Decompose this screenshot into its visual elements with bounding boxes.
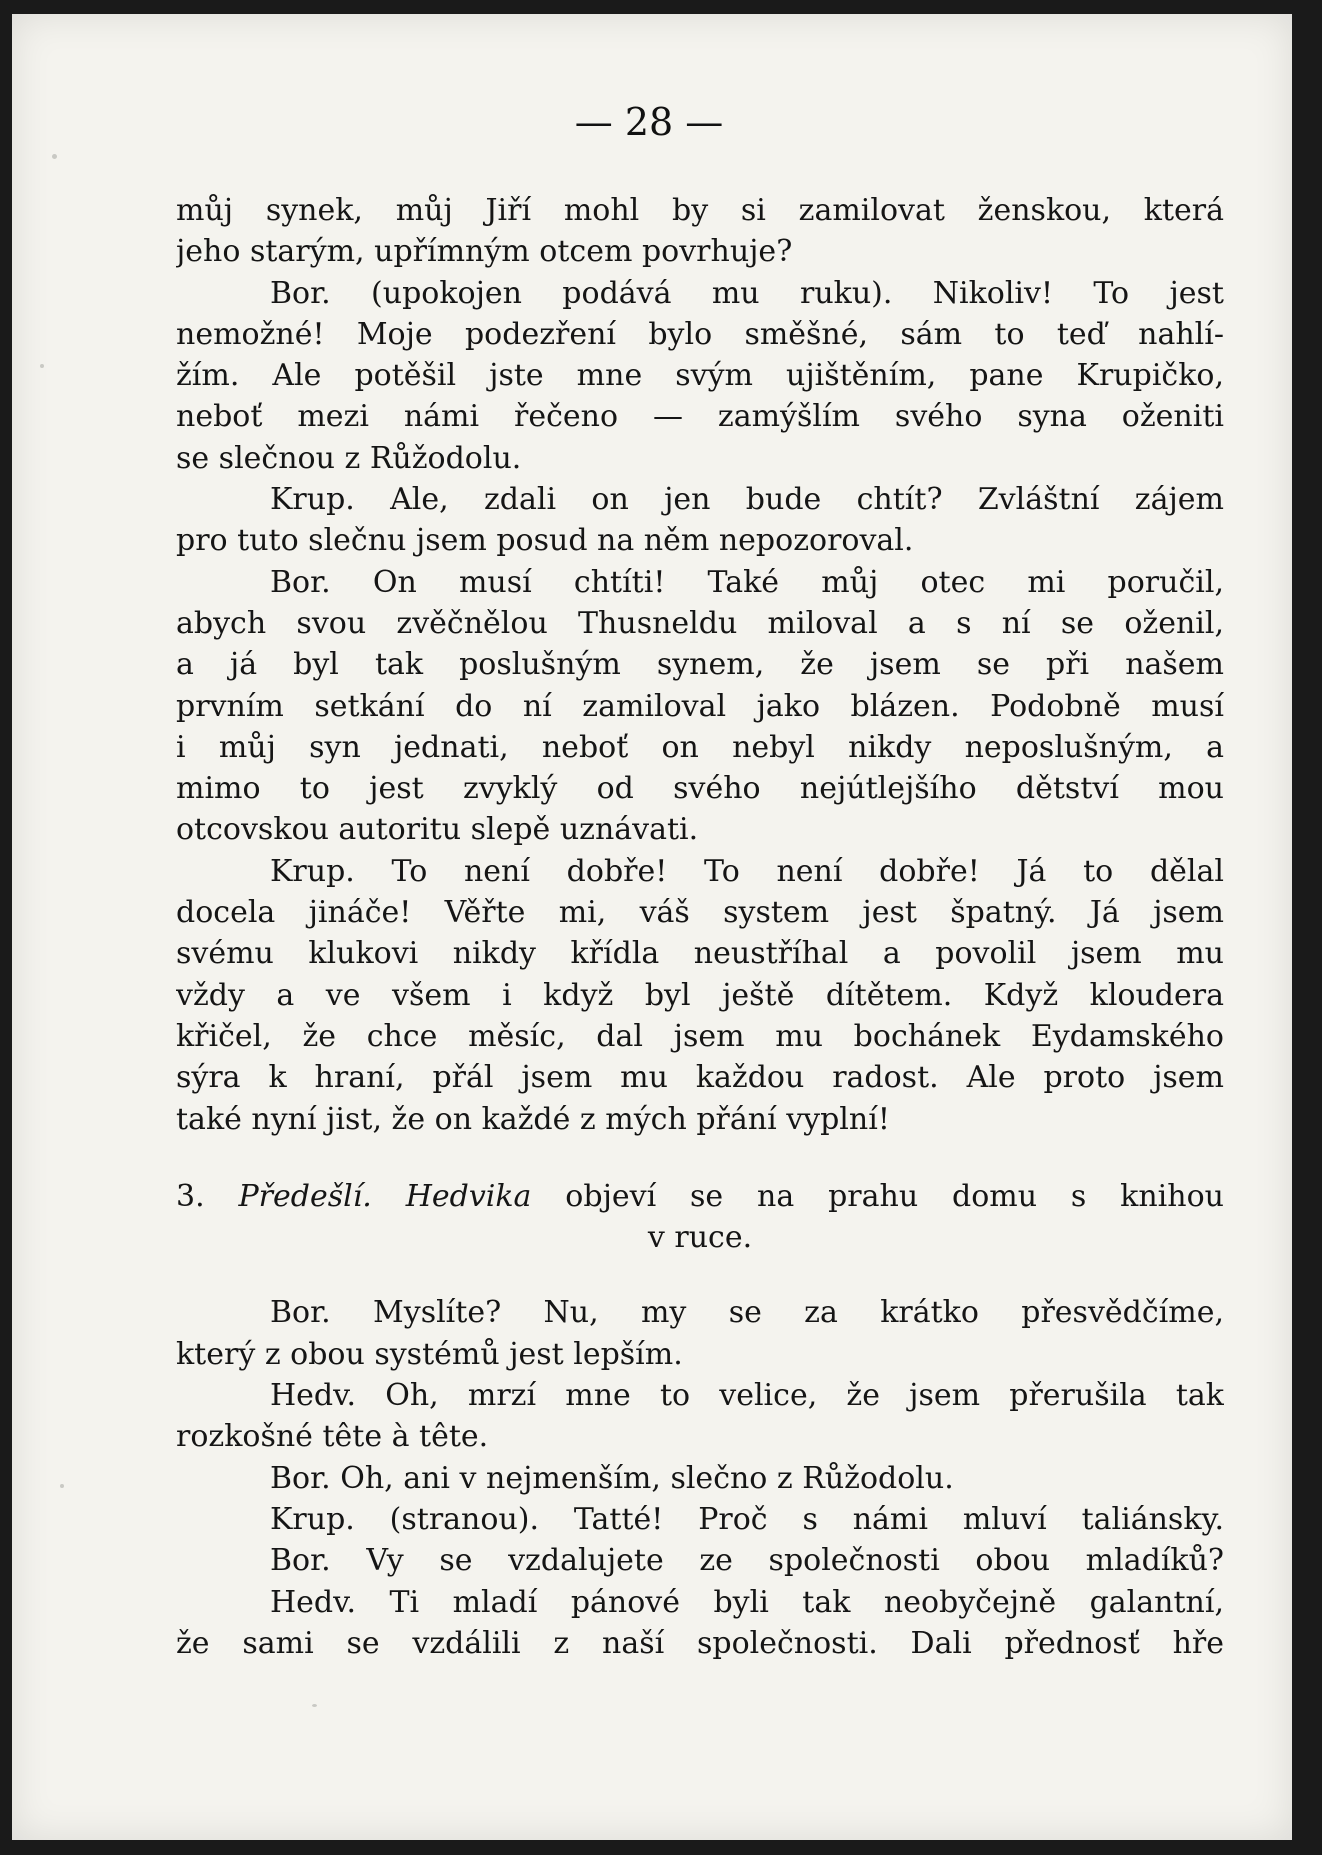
text-line: také nyní jist, že on každé z mých přání vyplní!	[176, 1101, 890, 1137]
text-line: docela jináče! Věřte mi, váš system jest špatný. Já jsem	[176, 895, 1224, 931]
text-line: Bor. Myslíte? Nu, my se za krátko přesvědčíme,	[270, 1295, 1224, 1331]
scan-speck	[40, 364, 44, 368]
text-line: křičel, že chce měsíc, dal jsem mu bochánek Eydamského	[176, 1018, 1224, 1054]
text-line: sýra k hraní, přál jsem mu každou radost. Ale proto jsem	[176, 1060, 1224, 1096]
text-line: vždy a ve všem i když byl ještě dítětem. Když kloudera	[176, 977, 1224, 1013]
text-line: Hedv. Ti mladí pánové byli tak neobyčejně galantní,	[270, 1584, 1224, 1620]
text-line: i můj syn jednati, neboť on nebyl nikdy neposlušným, a	[176, 729, 1224, 765]
scene-heading	[176, 1176, 1224, 1259]
text-line: otcovskou autoritu slepě uznávati.	[176, 812, 699, 848]
text-line: Hedv. Oh, mrzí mne to velice, že jsem přerušila tak	[270, 1378, 1224, 1414]
text-line: prvním setkání do ní zamiloval jako blázen. Podobně musí	[176, 688, 1224, 724]
text-line: se slečnou z Růžodolu.	[176, 440, 522, 476]
text-line: nemožné! Moje podezření bylo směšné, sám to teď nahlí-	[176, 316, 1224, 352]
text-line: který z obou systémů jest lepším.	[176, 1336, 683, 1372]
scan-speck	[52, 154, 57, 159]
text-line: Bor. Vy se vzdalujete ze společnosti obou mladíků?	[270, 1543, 1224, 1579]
spacer	[176, 1258, 1224, 1292]
page-number: — 28 —	[574, 100, 724, 144]
text-line: mimo to jest zvyklý od svého nejútlejšího dětství mou	[176, 771, 1224, 807]
text-line: Bor. (upokojen podává mu ruku). Nikoliv! To jest	[270, 275, 1224, 311]
text-line: pro tuto slečnu jsem posud na něm nepozoroval.	[176, 523, 914, 559]
text-line: rozkošné tête à tête.	[176, 1419, 489, 1455]
text-line: Bor. On musí chtíti! Také můj otec mi poručil,	[270, 564, 1224, 600]
text-line: Krup. Ale, zdali on jen bude chtít? Zvláštní zájem	[270, 482, 1224, 518]
text-line: neboť mezi námi řečeno — zamýšlím svého syna oženiti	[176, 399, 1224, 435]
stage-direction: objeví se na prahu domu s knihou	[565, 1178, 1224, 1214]
text-line: abych svou zvěčnělou Thusneldu miloval a s ní se oženil,	[176, 605, 1224, 641]
text-line: můj synek, můj Jiří mohl by si zamilovat ženskou, která	[176, 193, 1224, 228]
scene-heading-line	[176, 1176, 1224, 1217]
text-line: žím. Ale potěšil jste mne svým ujištěním, pane Krupičko,	[176, 358, 1224, 394]
text-line: že sami se vzdálili z naší společnosti. Dali přednosť hře	[176, 1625, 1224, 1661]
stage-direction-continued: v ruce.	[647, 1220, 753, 1256]
scan-speck	[60, 1484, 64, 1488]
scan-speck	[312, 1704, 317, 1707]
scene-persons: Předešlí. Hedvika	[238, 1178, 532, 1214]
text-line: Krup. (stranou). Tatté! Proč s námi mluví taliánsky.	[270, 1501, 1224, 1537]
text-line: a já byl tak poslušným synem, že jsem se při našem	[176, 647, 1224, 683]
text-line: Krup. To není dobře! To není dobře! Já to dělal	[270, 853, 1224, 889]
scene-number: 3.	[176, 1178, 205, 1214]
page-text	[176, 190, 1224, 1664]
text-line: Bor. Oh, ani v nejmenším, slečno z Růžodolu.	[270, 1460, 954, 1496]
text-line: svému klukovi nikdy křídla neustříhal a povolil jsem mu	[176, 936, 1224, 972]
text-line: jeho starým, upřímným otcem povrhuje?	[176, 234, 793, 270]
